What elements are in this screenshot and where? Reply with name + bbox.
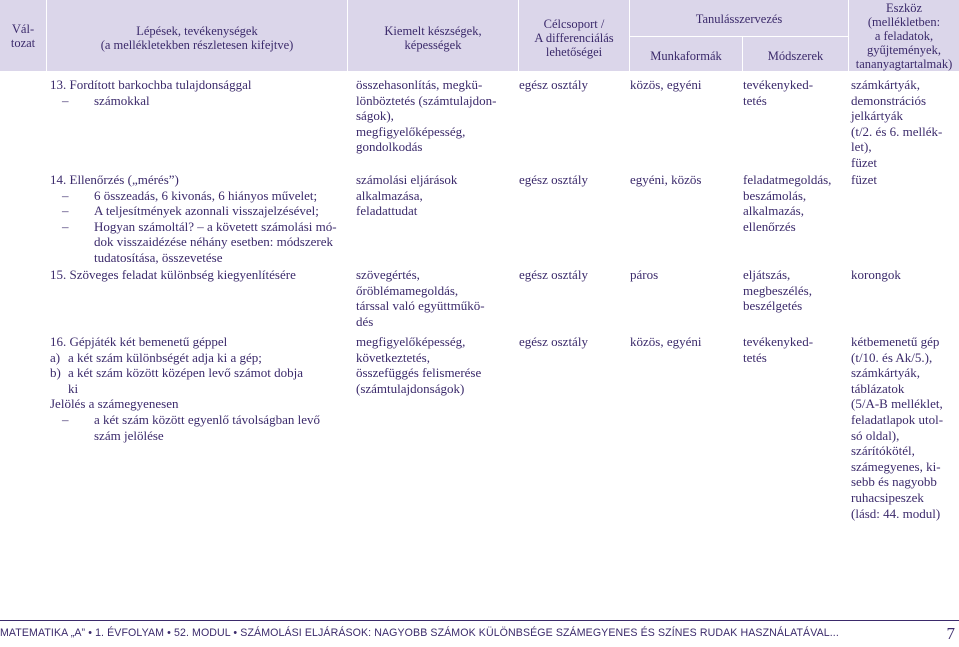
skill-line: ságok), [356,108,394,124]
header-skills [348,24,518,52]
header-text: Eszköz [885,1,923,15]
tools-cell [851,267,957,283]
workform-cell [630,334,735,350]
steps-cell [50,77,344,108]
header-divider [848,0,849,72]
tool-line: füzet [851,172,877,187]
skill-line: lönböztetés (számtulajdon- [356,92,497,108]
skill-line: összefüggés felismerése [356,365,482,381]
header-divider [347,0,348,72]
tool-line: füzet [851,154,877,170]
target-cell [519,267,623,283]
table-header [0,0,959,72]
skills-cell [356,77,506,155]
skill-line: feladattudat [356,203,418,219]
header-text: tozat [10,36,36,50]
workform-line: páros [630,267,659,282]
tool-line: (t/2. és 6. mellék- [851,123,943,139]
tool-line: (lásd: 44. modul) [851,505,941,521]
method-line: megbeszélés, [743,282,812,298]
tool-line: só oldal), [851,427,900,443]
skill-line: megfigyelőképesség, [356,123,466,139]
step-line: tudatosítása, összevetése [94,249,223,265]
step-title: 14. Ellenőrzés („mérés”) [50,172,179,187]
header-text: tananyagtartalmak) [855,57,953,71]
header-text: Vál- [11,22,35,36]
header-workforms: Munkaformák [650,49,722,63]
target-cell [519,334,623,350]
method-line: ellenőrzés [743,218,796,234]
workform-line: egyéni, közös [630,172,702,187]
step-line: a két szám különbségét adja ki a gép; [68,349,262,365]
method-line: tevékenyked- [743,334,814,349]
tool-line: táblázatok [851,380,905,396]
method-line: tetés [743,92,767,108]
header-steps [47,24,347,52]
header-text: képességek [404,38,462,52]
skill-line: összehasonlítás, megkü- [356,77,483,92]
target-cell [519,172,623,188]
step-line: – Hogyan számoltál? – a követett számolási mó- [50,219,344,235]
header-target [519,17,629,59]
step-line: – számokkal [50,93,344,109]
header-text: Célcsoport / [543,17,605,31]
step-line: – 6 összeadás, 6 kivonás, 6 hiányos művelet; [50,188,344,204]
workform-cell [630,172,735,188]
header-text: Lépések, tevékenységek [136,24,258,38]
steps-cell [50,172,344,266]
tool-line: szárítókötél, [851,443,915,459]
tool-line: korongok [851,267,901,282]
step-title: 15. Szöveges feladat különbség kiegyenlítésére [50,267,296,282]
item-label: a) [50,349,61,365]
header-text: (a mellékletekben részletesen kifejtve) [100,38,294,52]
skill-line: szövegértés, [356,267,420,282]
step-line: ki [68,380,79,396]
header-divider [742,36,743,72]
target-line: egész osztály [519,334,588,349]
header-text: lehetőségei [545,45,603,59]
tools-cell [851,77,957,171]
target-line: egész osztály [519,77,588,92]
step-title: 16. Gépjáték két bemenetű géppel [50,334,228,349]
skill-line: számolási eljárások [356,172,458,187]
tool-line: számegyenes, ki- [851,458,941,474]
skill-line: következtetés, [356,349,430,365]
method-line: eljátszás, [743,267,791,282]
tools-cell [851,172,957,188]
skills-cell [356,172,506,219]
header-subdivider [630,36,848,37]
workform-cell [630,267,735,283]
skills-cell [356,267,506,329]
header-text: Kiemelt készségek, [384,24,482,38]
tool-line: let), [851,139,872,155]
skills-cell [356,334,506,396]
header-variant [0,22,46,50]
method-line: feladatmegoldás, [743,172,832,187]
target-cell [519,77,623,93]
tool-line: feladatlapok utol- [851,411,944,427]
steps-cell [50,334,344,443]
header-methods: Módszerek [767,49,824,63]
method-line: tetés [743,349,767,365]
method-cell [743,77,843,108]
header-text: (mellékletben: [867,15,941,29]
tools-cell [851,334,957,521]
header-organization: Tanulásszervezés [695,12,783,26]
step-line: a két szám között középen levő számot dobja [68,365,304,381]
header-text: gyűjtemények, [867,43,941,57]
tool-line: demonstrációs [851,92,927,108]
workform-cell [630,77,735,93]
tool-line: (5/A-B melléklet, [851,396,943,412]
footer-rule [0,620,959,621]
workform-line: közös, egyéni [630,77,702,92]
step-line: dok visszaidézése néhány esetben: módszerek [94,234,333,250]
steps-cell [50,267,344,283]
method-line: tevékenyked- [743,77,814,92]
page-number: 7 [946,624,955,643]
step-title: 13. Fordított barkochba tulajdonsággal [50,77,252,92]
skill-line: gondolkodás [356,139,423,155]
method-cell [743,334,843,365]
item-label: b) [50,365,61,381]
header-tools [849,1,959,71]
tool-line: számkártyák, [851,77,920,92]
header-bottom-rule [0,71,959,73]
target-line: egész osztály [519,267,588,282]
tool-line: (t/10. és Ak/5.), [851,349,933,365]
workform-line: közös, egyéni [630,334,702,349]
header-text: A differenciálás [534,31,614,45]
tool-line: számkártyák, [851,365,920,381]
step-item-a [50,350,344,366]
method-line: alkalmazás, [743,203,804,219]
tool-line: ruhacsipeszek [851,489,924,505]
target-line: egész osztály [519,172,588,187]
step-line: – A teljesítmények azonnali visszajelzésével; [50,203,344,219]
method-cell [743,267,843,314]
tool-line: jelkártyák [851,108,903,124]
header-text: a feladatok, [874,29,934,43]
header-divider [518,0,519,72]
tool-line: kétbemenetű gép [851,334,940,349]
skill-line: (számtulajdonságok) [356,380,465,396]
skill-line: dés [356,313,374,329]
step-item-b [50,365,344,396]
step-note: Jelölés a számegyenesen [50,396,179,412]
footer-running-title: MATEMATIKA „A” • 1. ÉVFOLYAM • 52. MODUL • SZÁMOLÁSI ELJÁRÁSOK: NAGYOBB SZÁMOK KÜLÖNBSÉGE SZÁMEGYENES ÉS SZÍNES RUDAK HASZNÁLATÁVAL... [0,627,839,639]
skill-line: társsal való együttműkö- [356,298,485,314]
step-line: – a két szám között egyenlő távolságban levő [50,412,344,428]
header-divider [46,0,47,72]
skill-line: megfigyelőképesség, [356,334,466,349]
step-line: szám jelölése [94,427,164,443]
method-line: beszélgetés [743,298,803,314]
skill-line: őröblémamegoldás, [356,282,459,298]
tool-line: sebb és nagyobb [851,474,937,490]
method-cell [743,172,843,234]
method-line: beszámolás, [743,187,807,203]
skill-line: alkalmazása, [356,187,423,203]
